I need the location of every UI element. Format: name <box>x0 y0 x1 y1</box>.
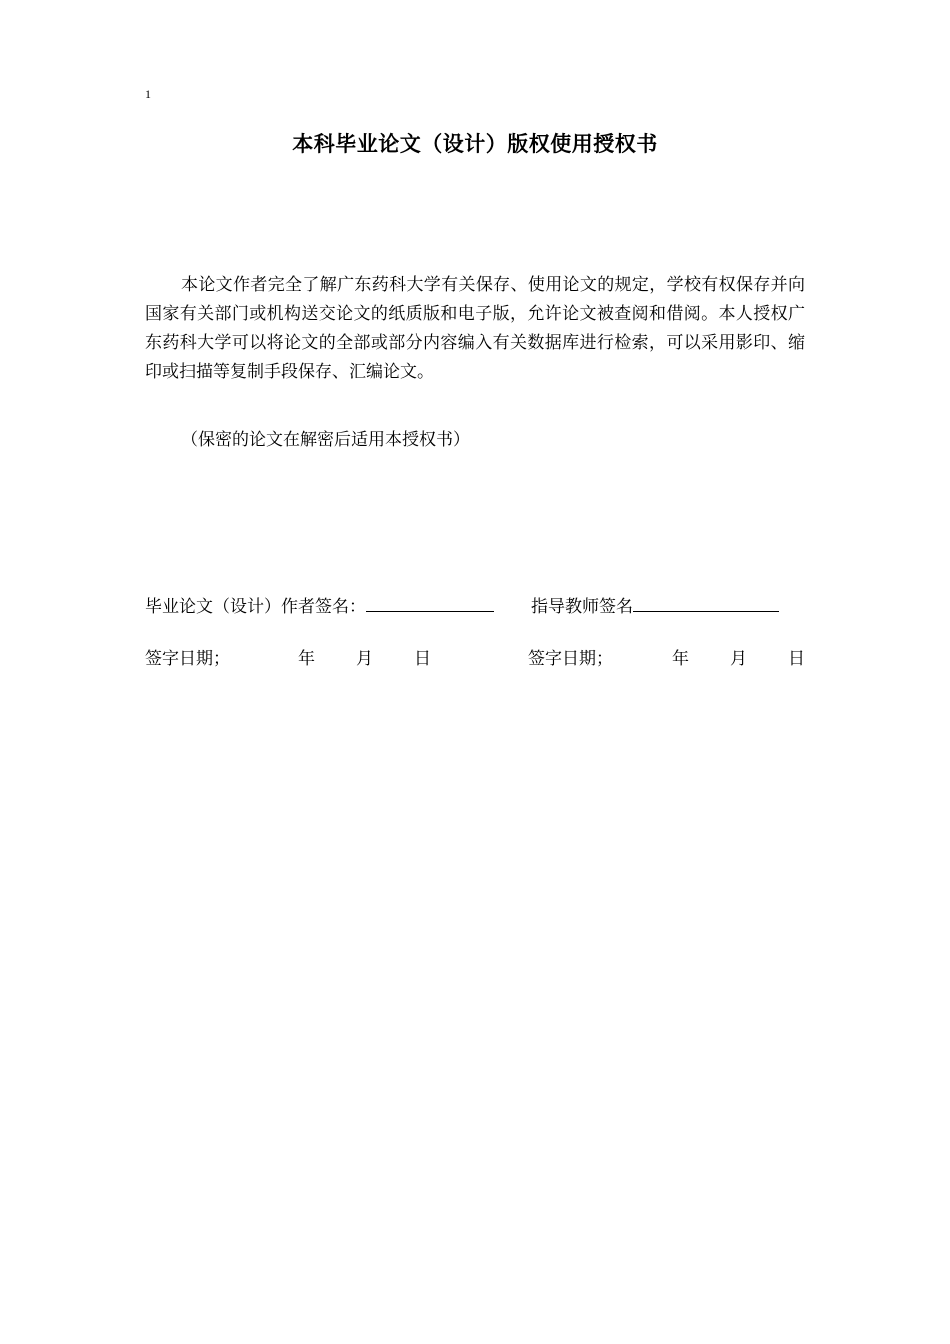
advisor-date-year: 年 <box>672 649 689 669</box>
author-signature-field[interactable] <box>366 593 494 612</box>
page-number: 1 <box>145 87 151 101</box>
signature-row <box>145 593 805 620</box>
author-date-month: 月 <box>356 649 373 669</box>
advisor-date-month: 月 <box>730 649 747 669</box>
advisor-date-day: 日 <box>788 649 805 669</box>
document-title: 本科毕业论文（设计）版权使用授权书 <box>292 132 658 156</box>
author-date-year: 年 <box>298 649 315 669</box>
author-date-label: 签字日期； <box>145 649 230 669</box>
authorization-paragraph: 本论文作者完全了解广东药科大学有关保存、使用论文的规定，学校有权保存并向国家有关部门或机构送交论文的纸质版和电子版，允许论文被查阅和借阅。本人授权广东药科大学可以将论文的全部或部分内容编入有关数据库进行检索，可以采用影印、缩印或扫描等复制手段保存、汇编论文。 <box>145 275 805 382</box>
advisor-date-label: 签字日期； <box>528 649 613 669</box>
advisor-signature-field[interactable] <box>633 593 779 612</box>
confidentiality-note: （保密的论文在解密后适用本授权书） <box>181 430 470 450</box>
author-signature-label: 毕业论文（设计）作者签名： <box>145 597 366 617</box>
author-date-day: 日 <box>414 649 431 669</box>
advisor-signature-label: 指导教师签名 <box>531 597 633 617</box>
